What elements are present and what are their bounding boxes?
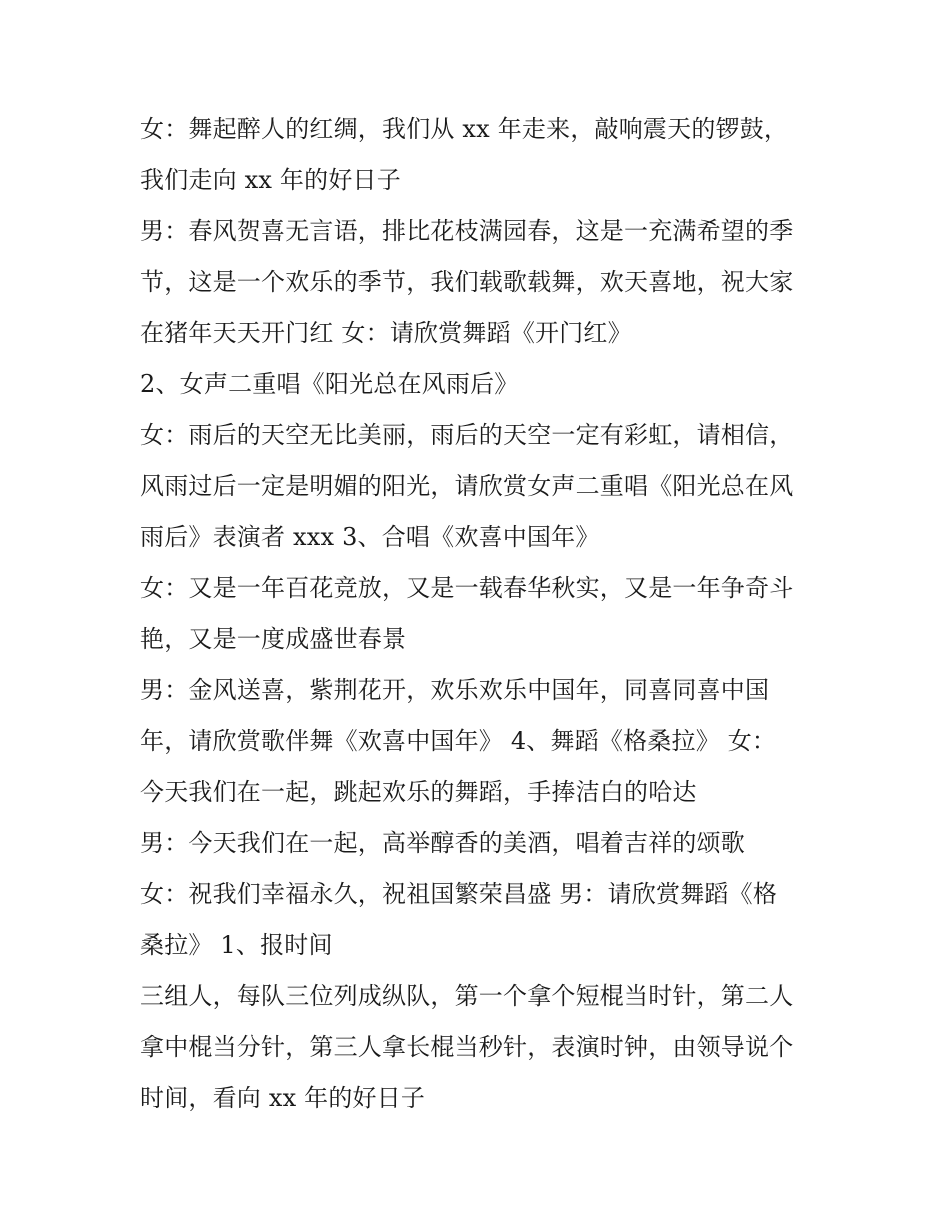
text-line: 桑拉》 1、报时间 bbox=[140, 931, 333, 959]
text-line: 女：祝我们幸福永久，祝祖国繁荣昌盛 男：请欣赏舞蹈《格 bbox=[140, 880, 778, 908]
text-line: 艳，又是一度成盛世春景 bbox=[140, 625, 407, 653]
document-body bbox=[140, 104, 820, 1124]
text-line: 男：金风送喜，紫荆花开，欢乐欢乐中国年，同喜同喜中国 bbox=[140, 676, 770, 704]
text-line: 拿中棍当分针，第三人拿长棍当秒针，表演时钟，由领导说个 bbox=[140, 1033, 794, 1061]
text-line: 女：雨后的天空无比美丽，雨后的天空一定有彩虹，请相信， bbox=[140, 421, 794, 449]
text-line: 我们走向 xx 年的好日子 bbox=[140, 166, 401, 194]
text-line: 男：今天我们在一起，高举醇香的美酒，唱着吉祥的颂歌 bbox=[140, 829, 745, 857]
text-line: 在猪年天天开门红 女：请欣赏舞蹈《开门红》 bbox=[140, 319, 632, 347]
text-line: 风雨过后一定是明媚的阳光，请欣赏女声二重唱《阳光总在风 bbox=[140, 472, 794, 500]
text-line: 今天我们在一起，跳起欢乐的舞蹈，手捧洁白的哈达 bbox=[140, 778, 697, 806]
text-line: 节，这是一个欢乐的季节，我们载歌载舞，欢天喜地，祝大家 bbox=[140, 268, 794, 296]
text-line: 三组人，每队三位列成纵队，第一个拿个短棍当时针，第二人 bbox=[140, 982, 794, 1010]
text-line: 年，请欣赏歌伴舞《欢喜中国年》 4、舞蹈《格桑拉》 女： bbox=[140, 727, 777, 755]
text-line: 2、女声二重唱《阳光总在风雨后》 bbox=[140, 370, 519, 398]
text-line: 女：又是一年百花竞放，又是一载春华秋实，又是一年争奇斗 bbox=[140, 574, 794, 602]
text-line: 男：春风贺喜无言语，排比花枝满园春，这是一充满希望的季 bbox=[140, 217, 794, 245]
text-line: 时间，看向 xx 年的好日子 bbox=[140, 1084, 426, 1112]
text-line: 雨后》表演者 xxx 3、合唱《欢喜中国年》 bbox=[140, 523, 600, 551]
text-line: 女：舞起醉人的红绸，我们从 xx 年走来，敲响震天的锣鼓， bbox=[140, 115, 789, 143]
